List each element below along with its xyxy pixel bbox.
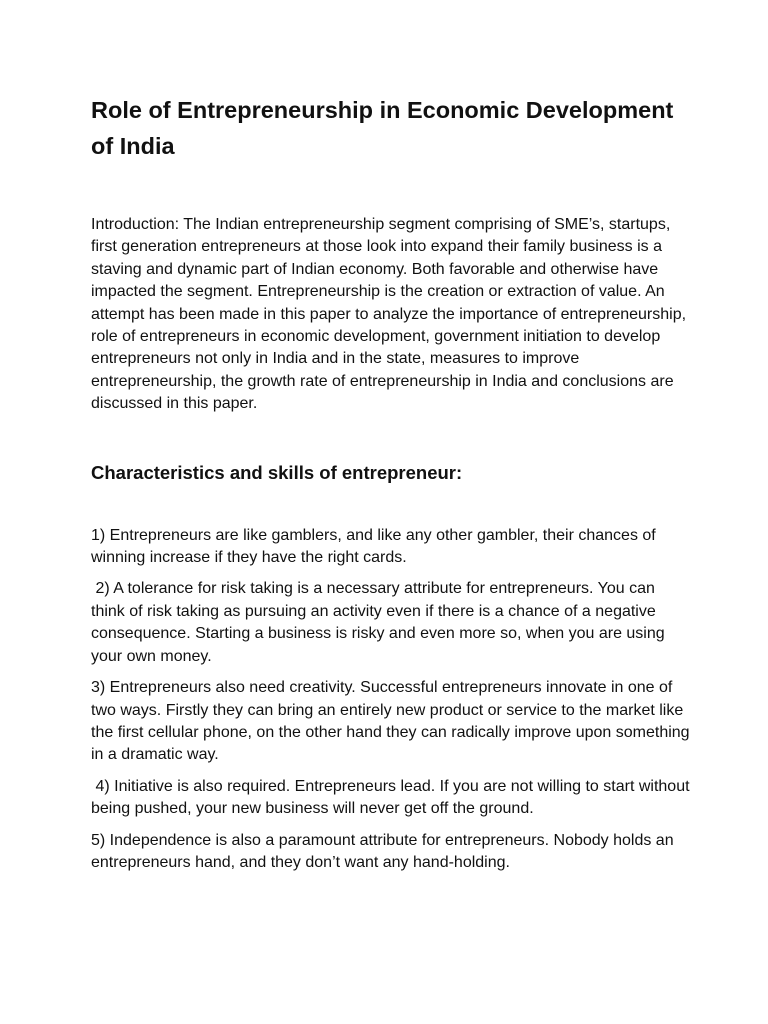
list-item: 1) Entrepreneurs are like gamblers, and like any other gambler, their chances of winning increase if they have the right cards. [91,526,661,567]
section-heading: Characteristics and skills of entrepreneur: [91,461,463,483]
list-item: 5) Independence is also a paramount attribute for entrepreneurs. Nobody holds an entrepreneurs hand, and they don’t want any hand-holding. [91,831,679,871]
document-title: Role of Entrepreneurship in Economic Development of India [91,97,674,159]
list-item: 4) Initiative is also required. Entrepreneurs lead. If you are not willing to start without being pushed, your new business will never get off the ground. [91,777,694,818]
list-item: 2) A tolerance for risk taking is a necessary attribute for entrepreneurs. You can think of risk taking as pursuing an activity even if there is a chance of a negative consequence. Starting a business is risky and even more so, when you are using your own money. [91,580,670,665]
list-item: 3) Entrepreneurs also need creativity. Successful entrepreneurs innovate in one of two ways. Firstly they can bring an entirely new product or service to the market like the first cellular phone, on the other hand they can radically improve upon something in a dramatic way. [91,679,695,764]
intro-paragraph: Introduction: The Indian entrepreneurship segment comprising of SME’s, startups, first generation entrepreneurs at those look into expand their family business is a staving and dynamic part of Indian economy. Both favorable and otherwise have impacted the segment. Entrepreneurship is the creation or extraction of value. An attempt has been made in this paper to analyze the importance of entrepreneurship, role of entrepreneurs in economic development, government initiation to develop entrepreneurs not only in India and in the state, measures to improve entrepreneurship, the growth rate of entrepreneurship in India and conclusions are discussed in this paper. [91,216,687,413]
document-page [91,92,695,883]
characteristics-list [91,525,695,875]
